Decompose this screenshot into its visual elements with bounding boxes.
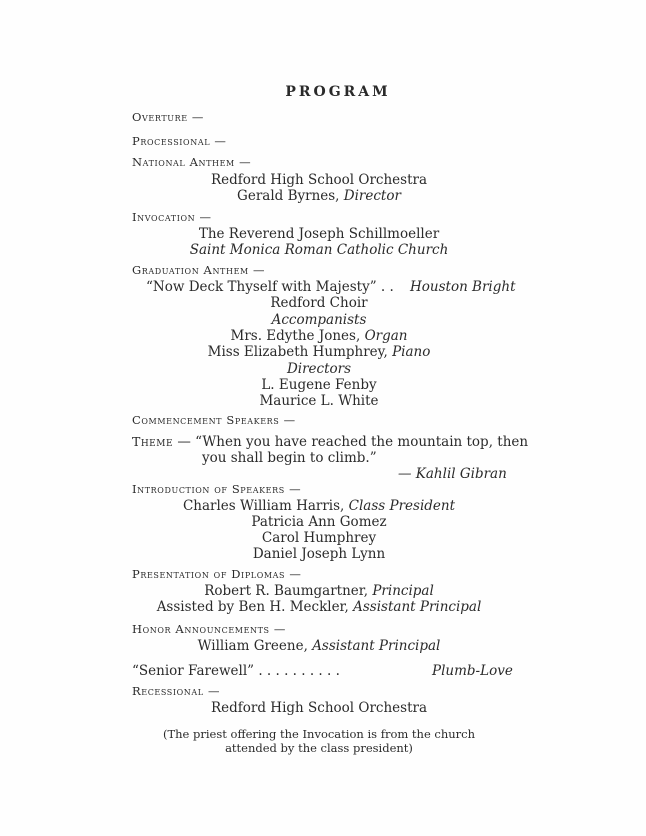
- speaker-4: Daniel Joseph Lynn: [252, 546, 386, 562]
- anthem-director: Gerald Byrnes, Director: [237, 188, 401, 204]
- footnote-line1: (The priest offering the Invocation is from the church: [162, 727, 476, 741]
- page-title: PROGRAM: [285, 84, 391, 100]
- speaker-1: Charles William Harris, Class President: [182, 498, 456, 514]
- diplomas-principal: Robert R. Baumgartner, Principal: [204, 583, 434, 599]
- speaker-2: Patricia Ann Gomez: [251, 514, 387, 530]
- footnote-line2: attended by the class president): [225, 741, 413, 755]
- theme-quote-line1: Theme — “When you have reached the mountain top, then: [132, 434, 529, 450]
- diplomas-assistant: Assisted by Ben H. Meckler, Assistant Principal: [156, 599, 482, 615]
- theme-quote-line2: you shall begin to climb.”: [202, 450, 377, 466]
- section-invocation: Invocation —: [132, 210, 212, 224]
- anthem-performer: Redford High School Orchestra: [210, 172, 427, 188]
- recessional-performer: Redford High School Orchestra: [210, 700, 427, 716]
- invocation-reverend: The Reverend Joseph Schillmoeller: [198, 226, 440, 242]
- invocation-church: Saint Monica Roman Catholic Church: [189, 242, 449, 258]
- section-presentation-diplomas: Presentation of Diplomas —: [132, 567, 302, 581]
- accompanist-organ: Mrs. Edythe Jones, Organ: [230, 328, 408, 344]
- section-introduction-speakers: Introduction of Speakers —: [132, 482, 302, 496]
- speaker-3: Carol Humphrey: [261, 530, 377, 546]
- senior-farewell-composer: Plumb-Love: [432, 663, 513, 679]
- honor-announcer: William Greene, Assistant Principal: [197, 638, 441, 654]
- theme-attribution: — Kahlil Gibran: [398, 466, 507, 482]
- graduation-composer: Houston Bright: [410, 279, 516, 295]
- section-honor-announcements: Honor Announcements —: [132, 622, 286, 636]
- section-overture: Overture —: [132, 110, 205, 124]
- section-processional: Processional —: [132, 134, 227, 148]
- graduation-song: “Now Deck Thyself with Majesty” . .: [146, 279, 394, 295]
- accompanist-piano: Miss Elizabeth Humphrey, Piano: [207, 344, 431, 360]
- senior-farewell-song: “Senior Farewell” . . . . . . . . . .: [132, 663, 340, 679]
- directors-label: Directors: [286, 361, 352, 377]
- graduation-choir: Redford Choir: [270, 295, 368, 311]
- section-commencement-speakers: Commencement Speakers —: [132, 413, 296, 427]
- director-2: Maurice L. White: [259, 393, 379, 409]
- section-recessional: Recessional —: [132, 684, 221, 698]
- director-1: L. Eugene Fenby: [261, 377, 377, 393]
- section-national-anthem: National Anthem —: [132, 155, 252, 169]
- accompanists-label: Accompanists: [271, 312, 367, 328]
- section-graduation-anthem: Graduation Anthem —: [132, 263, 266, 277]
